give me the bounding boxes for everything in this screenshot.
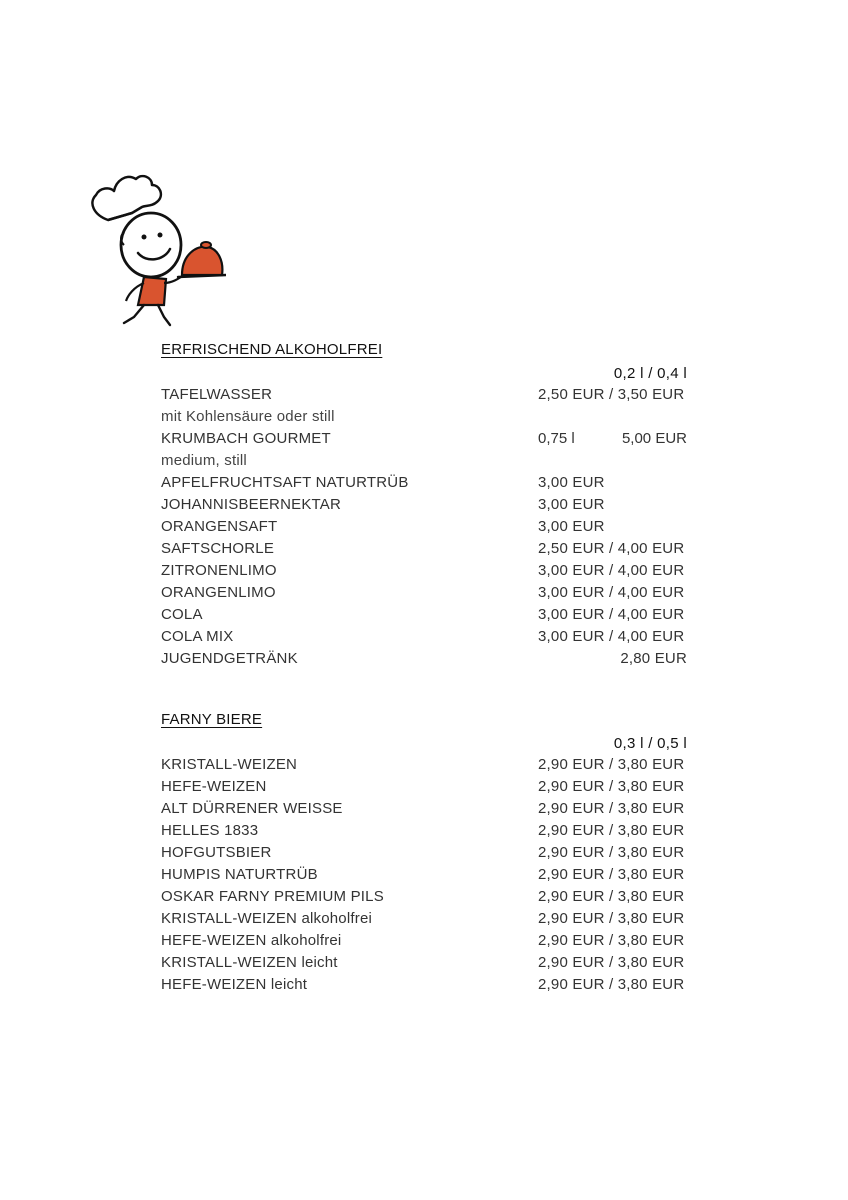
- item-name: ORANGENSAFT: [161, 518, 278, 535]
- item-name: KRISTALL-WEIZEN: [161, 756, 298, 773]
- item-name: OSKAR FARNY PREMIUM PILS: [161, 888, 384, 905]
- item-name: HUMPIS NATURTRÜB: [161, 866, 318, 883]
- item-name: KRISTALL-WEIZEN leicht: [161, 954, 338, 971]
- item-price: 2,90 EUR / 3,80 EUR: [538, 800, 685, 817]
- item-price: 2,90 EUR / 3,80 EUR: [538, 844, 685, 861]
- chef-waiter-icon: [86, 165, 226, 330]
- item-name: ORANGENLIMO: [161, 584, 276, 601]
- item-price: 3,00 EUR / 4,00 EUR: [538, 562, 685, 579]
- item-price: 2,90 EUR / 3,80 EUR: [538, 866, 685, 883]
- menu-item: [161, 798, 691, 820]
- item-name: HELLES 1833: [161, 822, 259, 839]
- menu-item: [161, 626, 691, 648]
- item-price: 3,00 EUR / 4,00 EUR: [538, 606, 685, 623]
- item-price: 5,00 EUR: [621, 430, 687, 447]
- menu-item: [161, 820, 691, 842]
- menu-item: [161, 604, 691, 626]
- item-name: JOHANNISBEERNEKTAR: [161, 496, 342, 513]
- item-name: APFELFRUCHTSAFT NATURTRÜB: [161, 474, 409, 491]
- item-note: mit Kohlensäure oder still: [161, 408, 335, 425]
- item-name: COLA MIX: [161, 628, 234, 645]
- item-price: 2,50 EUR / 3,50 EUR: [538, 386, 685, 403]
- item-price: 2,50 EUR / 4,00 EUR: [538, 540, 685, 557]
- menu-item: [161, 754, 691, 776]
- item-volume: 0,75 l: [538, 430, 575, 447]
- menu-item-note: [161, 450, 691, 472]
- menu-item: [161, 930, 691, 952]
- item-price: 2,90 EUR / 3,80 EUR: [538, 888, 685, 905]
- drinks-menu: [161, 340, 691, 996]
- menu-item: [161, 886, 691, 908]
- menu-item: [161, 776, 691, 798]
- item-name: TAFELWASSER: [161, 386, 273, 403]
- menu-item: [161, 428, 691, 450]
- item-price: 2,90 EUR / 3,80 EUR: [538, 756, 685, 773]
- menu-item: [161, 560, 691, 582]
- item-name: COLA: [161, 606, 203, 623]
- item-name: KRISTALL-WEIZEN alkoholfrei: [161, 910, 373, 927]
- menu-item: [161, 384, 691, 406]
- item-price: 2,90 EUR / 3,80 EUR: [538, 932, 685, 949]
- item-name: ZITRONENLIMO: [161, 562, 277, 579]
- item-price: 3,00 EUR: [538, 496, 605, 513]
- section-title: FARNY BIERE: [161, 711, 263, 728]
- item-price: 2,90 EUR / 3,80 EUR: [538, 954, 685, 971]
- item-name: HEFE-WEIZEN leicht: [161, 976, 308, 993]
- item-price: 2,90 EUR / 3,80 EUR: [538, 822, 685, 839]
- menu-item: [161, 908, 691, 930]
- item-price: 3,00 EUR / 4,00 EUR: [538, 584, 685, 601]
- item-name: KRUMBACH GOURMET: [161, 430, 331, 447]
- menu-item: [161, 494, 691, 516]
- menu-item: [161, 582, 691, 604]
- menu-item: [161, 538, 691, 560]
- item-price: 3,00 EUR / 4,00 EUR: [538, 628, 685, 645]
- item-price: 2,90 EUR / 3,80 EUR: [538, 976, 685, 993]
- item-name: JUGENDGETRÄNK: [161, 650, 298, 667]
- item-price: 2,80 EUR: [620, 650, 687, 667]
- size-header: 0,2 l / 0,4 l: [613, 365, 687, 382]
- item-name: SAFTSCHORLE: [161, 540, 275, 557]
- section-title: ERFRISCHEND ALKOHOLFREI: [161, 341, 383, 358]
- item-name: HEFE-WEIZEN alkoholfrei: [161, 932, 342, 949]
- item-price: 2,90 EUR / 3,80 EUR: [538, 910, 685, 927]
- menu-item: [161, 472, 691, 494]
- section-farny-biere: [161, 710, 691, 996]
- menu-item: [161, 648, 691, 670]
- size-header: 0,3 l / 0,5 l: [613, 735, 687, 752]
- item-price: 2,90 EUR / 3,80 EUR: [538, 778, 685, 795]
- item-price: 3,00 EUR: [538, 518, 605, 535]
- menu-item: [161, 864, 691, 886]
- item-name: HEFE-WEIZEN: [161, 778, 267, 795]
- menu-item: [161, 842, 691, 864]
- menu-item: [161, 952, 691, 974]
- menu-item: [161, 516, 691, 538]
- item-name: HOFGUTSBIER: [161, 844, 272, 861]
- item-price: 3,00 EUR: [538, 474, 605, 491]
- item-note: medium, still: [161, 452, 247, 469]
- menu-item: [161, 974, 691, 996]
- section-alkoholfrei: [161, 340, 691, 670]
- menu-item-note: [161, 406, 691, 428]
- item-name: ALT DÜRRENER WEISSE: [161, 800, 343, 817]
